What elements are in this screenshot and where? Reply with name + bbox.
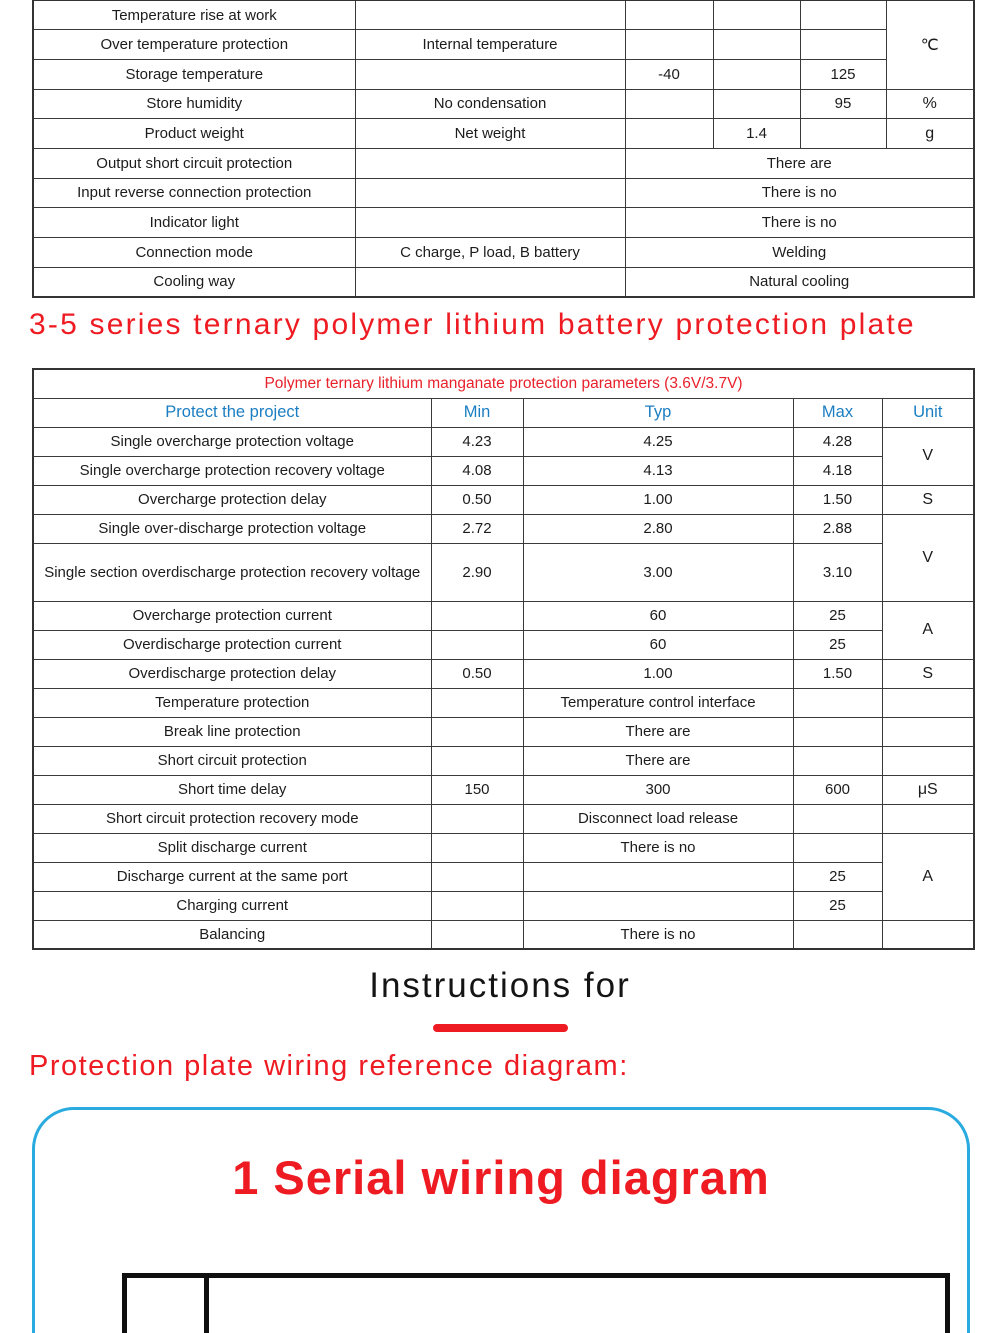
param-min: 2.90 (431, 543, 523, 601)
spec-value: Welding (625, 238, 974, 268)
col-header-typ: Typ (523, 398, 793, 427)
param-max: 1.50 (793, 659, 882, 688)
table-row (33, 746, 974, 775)
table-title-row (33, 369, 974, 398)
table-row (33, 543, 974, 601)
param-max: 25 (793, 862, 882, 891)
param-label: Split discharge current (33, 833, 431, 862)
param-typ: Disconnect load release (523, 804, 793, 833)
table-row (33, 659, 974, 688)
spec-max: 125 (800, 59, 886, 89)
unit-percent: % (886, 89, 974, 119)
spec-label: Indicator light (33, 208, 355, 238)
section-heading: 3-5 series ternary polymer lithium battery protection plate (29, 308, 916, 341)
table-row (33, 119, 974, 149)
param-label: Balancing (33, 920, 431, 949)
table-row (33, 891, 974, 920)
spec-label: Input reverse connection protection (33, 178, 355, 208)
param-typ: 1.00 (523, 485, 793, 514)
param-max: 1.50 (793, 485, 882, 514)
param-label: Single section overdischarge protection recovery voltage (33, 543, 431, 601)
param-max: 3.10 (793, 543, 882, 601)
unit-second: S (882, 485, 974, 514)
param-label: Break line protection (33, 717, 431, 746)
table-row (33, 862, 974, 891)
col-header-max: Max (793, 398, 882, 427)
param-typ: 60 (523, 630, 793, 659)
spec-label: Output short circuit protection (33, 148, 355, 178)
spec-desc: Internal temperature (355, 30, 625, 60)
table-row (33, 0, 974, 30)
unit-volt: V (882, 514, 974, 601)
wiring-heading: Protection plate wiring reference diagram: (29, 1050, 629, 1082)
table-row (33, 148, 974, 178)
param-max: 25 (793, 891, 882, 920)
spec-label: Temperature rise at work (33, 0, 355, 30)
table-row (33, 208, 974, 238)
param-typ: 2.80 (523, 514, 793, 543)
param-label: Overcharge protection delay (33, 485, 431, 514)
red-underline (433, 1024, 568, 1032)
table-row (33, 427, 974, 456)
param-label: Single over-discharge protection voltage (33, 514, 431, 543)
table-row (33, 89, 974, 119)
spec-value: There is no (625, 208, 974, 238)
unit-ampere: A (882, 833, 974, 920)
spec-label: Over temperature protection (33, 30, 355, 60)
param-label: Charging current (33, 891, 431, 920)
param-typ: 4.25 (523, 427, 793, 456)
param-label: Short time delay (33, 775, 431, 804)
param-label: Overcharge protection current (33, 601, 431, 630)
table-row (33, 775, 974, 804)
spec-label: Store humidity (33, 89, 355, 119)
param-typ: 1.00 (523, 659, 793, 688)
param-label: Temperature protection (33, 688, 431, 717)
spec-value: There are (625, 148, 974, 178)
diagram-title: 1 Serial wiring diagram (232, 1151, 770, 1204)
param-max: 4.28 (793, 427, 882, 456)
table-row (33, 267, 974, 297)
unit-gram: g (886, 119, 974, 149)
table-row (33, 456, 974, 485)
params-table-title: Polymer ternary lithium manganate protection parameters (3.6V/3.7V) (33, 369, 974, 398)
spec-value: There is no (625, 178, 974, 208)
table-row (33, 688, 974, 717)
table-header-row (33, 398, 974, 427)
spec-label: Storage temperature (33, 59, 355, 89)
param-min: 0.50 (431, 659, 523, 688)
param-typ: 3.00 (523, 543, 793, 601)
col-header-unit: Unit (882, 398, 974, 427)
param-min: 150 (431, 775, 523, 804)
general-spec-table (32, 0, 975, 298)
col-header-min: Min (431, 398, 523, 427)
param-typ: There is no (523, 833, 793, 862)
param-typ: 60 (523, 601, 793, 630)
param-label: Discharge current at the same port (33, 862, 431, 891)
param-label: Short circuit protection recovery mode (33, 804, 431, 833)
param-max: 600 (793, 775, 882, 804)
table-row (33, 238, 974, 268)
param-label: Overdischarge protection current (33, 630, 431, 659)
table-row (33, 717, 974, 746)
schematic-frame (122, 1273, 950, 1333)
table-row (33, 178, 974, 208)
param-max: 2.88 (793, 514, 882, 543)
table-row (33, 804, 974, 833)
spec-typ: 1.4 (713, 119, 800, 149)
unit-ampere: A (882, 601, 974, 659)
unit-celsius: ℃ (886, 0, 974, 89)
table-row (33, 514, 974, 543)
param-typ: Temperature control interface (523, 688, 793, 717)
spec-min: -40 (625, 59, 713, 89)
unit-microsecond: μS (882, 775, 974, 804)
param-min: 4.08 (431, 456, 523, 485)
param-typ: 300 (523, 775, 793, 804)
unit-volt: V (882, 427, 974, 485)
param-typ: 4.13 (523, 456, 793, 485)
table-row (33, 601, 974, 630)
param-min: 2.72 (431, 514, 523, 543)
table-row (33, 485, 974, 514)
table-row (33, 833, 974, 862)
spec-desc: Net weight (355, 119, 625, 149)
spec-desc: No condensation (355, 89, 625, 119)
unit-second: S (882, 659, 974, 688)
spec-label: Cooling way (33, 267, 355, 297)
param-typ: There are (523, 717, 793, 746)
spec-max: 95 (800, 89, 886, 119)
spec-label: Product weight (33, 119, 355, 149)
instructions-heading: Instructions for (369, 966, 631, 1005)
param-typ: There are (523, 746, 793, 775)
param-label: Single overcharge protection voltage (33, 427, 431, 456)
spec-value: Natural cooling (625, 267, 974, 297)
param-min: 4.23 (431, 427, 523, 456)
spec-label: Connection mode (33, 238, 355, 268)
wiring-diagram-box (32, 1107, 970, 1333)
table-row (33, 920, 974, 949)
param-label: Short circuit protection (33, 746, 431, 775)
table-row (33, 59, 974, 89)
param-label: Single overcharge protection recovery voltage (33, 456, 431, 485)
param-max: 25 (793, 601, 882, 630)
table-row (33, 30, 974, 60)
param-max: 4.18 (793, 456, 882, 485)
param-min: 0.50 (431, 485, 523, 514)
table-row (33, 630, 974, 659)
schematic-divider-line (204, 1278, 209, 1333)
param-max: 25 (793, 630, 882, 659)
spec-desc (355, 0, 625, 30)
col-header-project: Protect the project (33, 398, 431, 427)
protection-params-table (32, 368, 975, 950)
param-label: Overdischarge protection delay (33, 659, 431, 688)
param-typ: There is no (523, 920, 793, 949)
spec-desc: C charge, P load, B battery (355, 238, 625, 268)
